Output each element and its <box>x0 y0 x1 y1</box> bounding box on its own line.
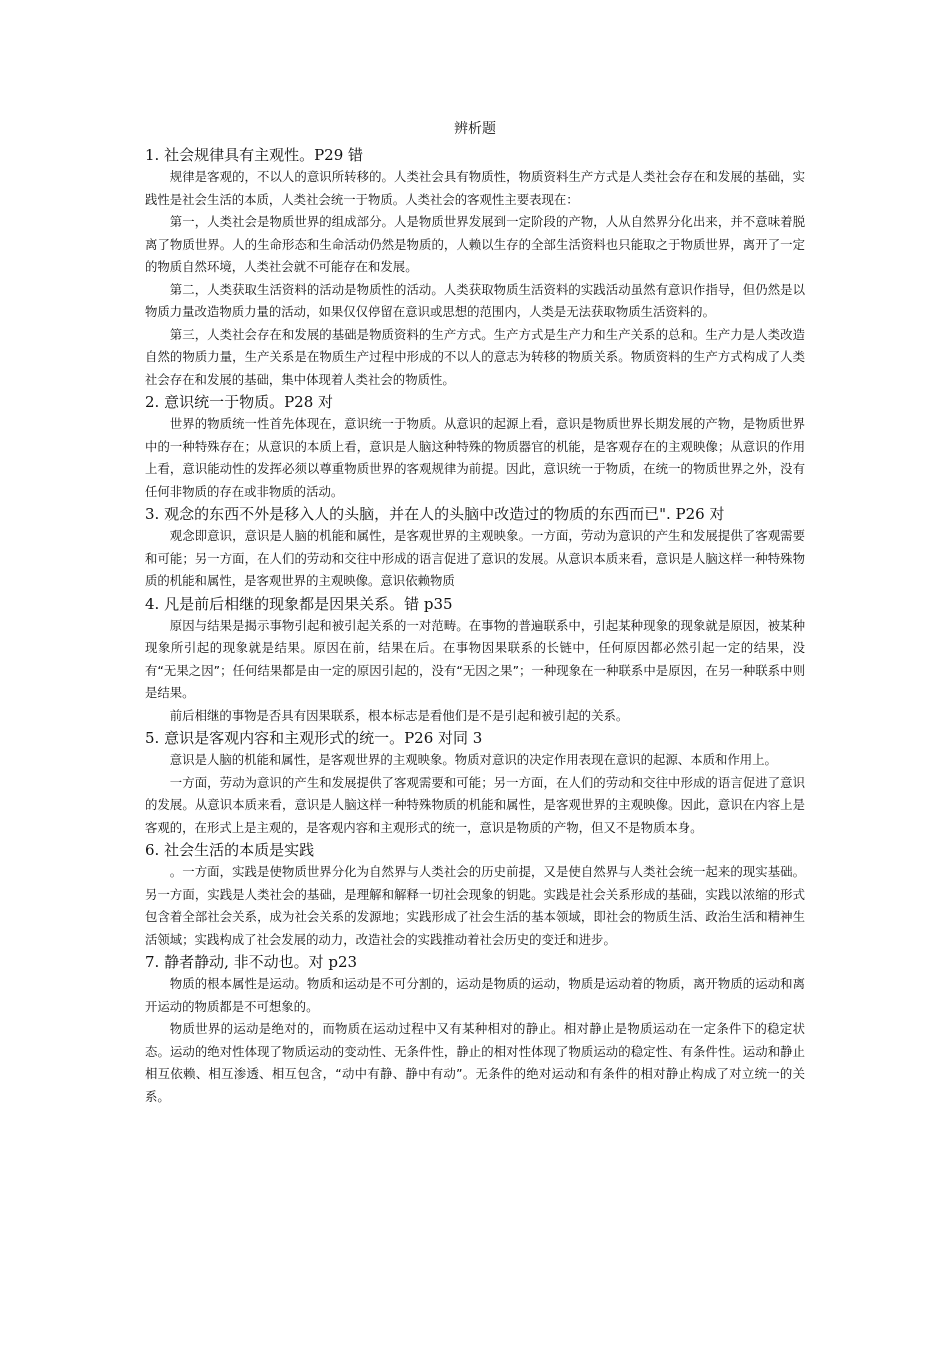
answer-paragraph: 物质的根本属性是运动。物质和运动是不可分割的，运动是物质的运动，物质是运动着的物质，离开物质的运动和离开运动的物质都是不可想象的。 <box>145 976 805 1014</box>
question-heading: 7. 静者静动, 非不动也。对 p23 <box>145 953 358 971</box>
answer-paragraph: 。一方面，实践是使物质世界分化为自然界与人类社会的历史前提，又是使自然界与人类社会统一起来的现实基础。另一方面，实践是人类社会的基础，是理解和解释一切社会现象的钥匙。实践是社会关系形成的基础，实践以浓缩的形式包含着全部社会关系，成为社会关系的发源地；实践形成了社会生活的基本领域，即社会的物质生活、政治生活和精神生活领域；实践构成了社会发展的动力，改造社会的实践推动着社会历史的变迁和进步。 <box>145 864 805 947</box>
section-4 <box>145 593 805 728</box>
question-heading: 2. 意识统一于物质。P28 对 <box>145 393 334 411</box>
answer-paragraph: 一方面，劳动为意识的产生和发展提供了客观需要和可能；另一方面，在人们的劳动和交往中形成的语言促进了意识的发展。从意识本质来看，意识是人脑这样一种特殊物质的机能和属性，是客观世界的主观映像。因此，意识在内容上是客观的，在形式上是主观的，是客观内容和主观形式的统一，意识是物质的产物，但又不是物质本身。 <box>145 774 805 835</box>
answer-paragraph: 物质世界的运动是绝对的，而物质在运动过程中又有某种相对的静止。相对静止是物质运动在一定条件下的稳定状态。运动的绝对性体现了物质运动的变动性、无条件性，静止的相对性体现了物质运动的稳定性、有条件性。运动和静止相互依赖、相互渗透、相互包含，“动中有静、静中有动”。无条件的绝对运动和有条件的相对静止构成了对立统一的关系。 <box>145 1021 805 1104</box>
question-heading: 1. 社会规律具有主观性。P29 错 <box>145 146 364 164</box>
document-title: 辨析题 <box>454 121 496 137</box>
answer-paragraph: 规律是客观的，不以人的意识所转移的。人类社会具有物质性，物质资料生产方式是人类社会存在和发展的基础，实践性是社会生活的本质，人类社会统一于物质。人类社会的客观性主要表现在： <box>145 169 805 207</box>
answer-paragraph: 意识是人脑的机能和属性，是客观世界的主观映象。物质对意识的决定作用表现在意识的起源、本质和作用上。 <box>169 752 777 767</box>
section-5 <box>145 727 805 839</box>
answer-paragraph: 第一，人类社会是物质世界的组成部分。人是物质世界发展到一定阶段的产物，人从自然界分化出来，并不意味着脱离了物质世界。人的生命形态和生命活动仍然是物质的，人赖以生存的全部生活资料也只能取之于物质世界，离开了一定的物质自然环境，人类社会就不可能存在和发展。 <box>145 214 805 274</box>
question-heading: 6. 社会生活的本质是实践 <box>145 841 315 859</box>
answer-paragraph: 第二，人类获取生活资料的活动是物质性的活动。人类获取物质生活资料的实践活动虽然有意识作指导，但仍然是以物质力量改造物质力量的活动，如果仅仅停留在意识或思想的范围内，人类是无法获取物质生活资料的。 <box>145 281 805 319</box>
answer-paragraph: 世界的物质统一性首先体现在，意识统一于物质。从意识的起源上看，意识是物质世界长期发展的产物，是物质世界中的一种特殊存在；从意识的本质上看，意识是人脑这种特殊的物质器官的机能，是客观存在的主观映像；从意识的作用上看，意识能动性的发挥必须以尊重物质世界的客观规律为前提。因此，意识统一于物质，在统一的物质世界之外，没有任何非物质的存在或非物质的活动。 <box>145 416 805 499</box>
question-heading: 5. 意识是客观内容和主观形式的统一。P26 对同 3 <box>145 729 483 747</box>
document-body <box>145 118 805 1108</box>
section-7 <box>145 951 805 1108</box>
section-3 <box>145 503 805 593</box>
section-6 <box>145 839 805 951</box>
answer-paragraph: 观念即意识，意识是人脑的机能和属性，是客观世界的主观映象。一方面，劳动为意识的产生和发展提供了客观需要和可能；另一方面，在人们的劳动和交往中形成的语言促进了意识的发展。从意识本质来看，意识是人脑这样一种特殊物质的机能和属性，是客观世界的主观映像。意识依赖物质 <box>145 528 805 588</box>
section-2 <box>145 391 805 503</box>
answer-paragraph: 第三，人类社会存在和发展的基础是物质资料的生产方式。生产方式是生产力和生产关系的总和。生产力是人类改造自然的物质力量，生产关系是在物质生产过程中形成的不以人的意志为转移的物质关系。物质资料的生产方式构成了人类社会存在和发展的基础，集中体现着人类社会的物质性。 <box>145 326 805 387</box>
answer-paragraph: 原因与结果是揭示事物引起和被引起关系的一对范畴。在事物的普遍联系中，引起某种现象的现象就是原因，被某种现象所引起的现象就是结果。原因在前，结果在后。在事物因果联系的长链中，任何原因都必然引起一定的结果，没有“无果之因”；任何结果都是由一定的原因引起的，没有“无因之果”；一种现象在一种联系中是原因，在另一种联系中则是结果。 <box>145 617 805 700</box>
question-heading: 3. 观念的东西不外是移入人的头脑，并在人的头脑中改造过的物质的东西而已". P26 对 <box>145 505 725 523</box>
question-heading: 4. 凡是前后相继的现象都是因果关系。错 p35 <box>145 594 453 613</box>
answer-paragraph: 前后相继的事物是否具有因果联系，根本标志是看他们是不是引起和被引起的关系。 <box>169 707 629 723</box>
section-1 <box>145 144 805 391</box>
